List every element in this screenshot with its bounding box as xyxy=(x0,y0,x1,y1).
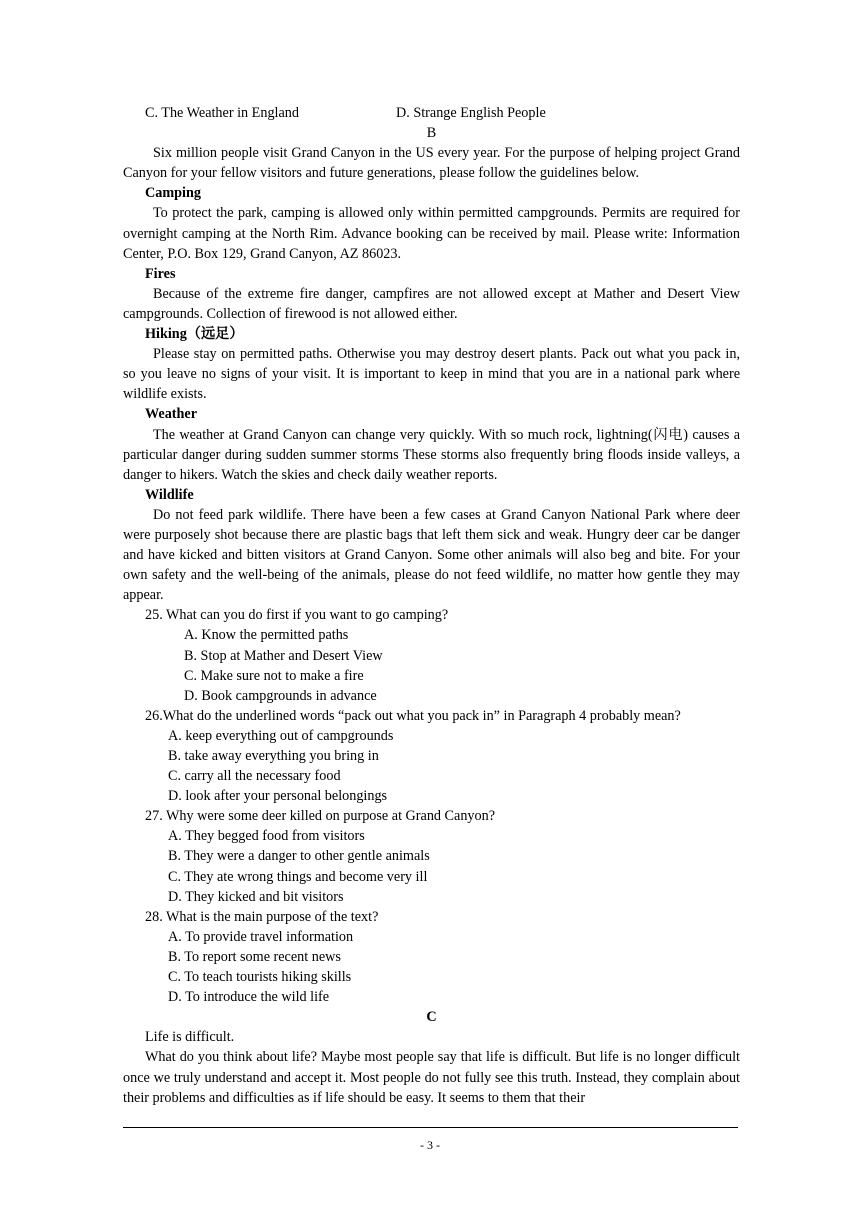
question-25-option-b: B. Stop at Mather and Desert View xyxy=(184,647,383,664)
heading-fires: Fires xyxy=(145,265,176,282)
heading-hiking: Hiking（远足） xyxy=(145,326,244,343)
section-b-intro: Six million people visit Grand Canyon in the US every year. For the purpose of helping project Grand Canyon for your fellow visitors and future generations, please follow the guidelines below. xyxy=(123,145,740,182)
question-25-option-c: C. Make sure not to make a fire xyxy=(184,667,364,684)
question-26-option-c: C. carry all the necessary food xyxy=(168,768,341,785)
section-b-label: B xyxy=(426,125,437,142)
previous-question-options xyxy=(123,103,740,123)
question-25-option-d: D. Book campgrounds in advance xyxy=(184,687,377,704)
question-28-option-d: D. To introduce the wild life xyxy=(168,989,330,1006)
paragraph-weather: The weather at Grand Canyon can change very quickly. With so much rock, lightning(闪电) causes a particular danger during sudden summer storms These storms also frequently bring floods inside valleys, a danger to hikers. Watch the skies and check daily weather reports. xyxy=(123,426,740,483)
question-25-option-a: A. Know the permitted paths xyxy=(184,627,349,644)
option-c: C. The Weather in England xyxy=(145,105,299,121)
paragraph-fires: Because of the extreme fire danger, campfires are not allowed except at Mather and Desert View campgrounds. Collection of firewood is not allowed either. xyxy=(123,285,740,322)
question-26-option-d: D. look after your personal belongings xyxy=(168,788,388,805)
question-26-option-a: A. keep everything out of campgrounds xyxy=(168,727,394,744)
footer-divider xyxy=(123,1127,738,1128)
question-27: 27. Why were some deer killed on purpose at Grand Canyon? xyxy=(145,808,495,825)
question-28-option-b: B. To report some recent news xyxy=(168,948,341,965)
heading-weather: Weather xyxy=(145,406,198,423)
question-28: 28. What is the main purpose of the text? xyxy=(145,908,379,925)
section-c-paragraph: What do you think about life? Maybe most people say that life is difficult. But life is no longer difficult once we truly understand and accept it. Most people do not fully see this truth. Instead, they complain about their problems and difficulties as if life should be easy. It seems to them that their xyxy=(123,1049,740,1106)
question-28-option-c: C. To teach tourists hiking skills xyxy=(168,969,352,986)
question-26-option-b: B. take away everything you bring in xyxy=(168,748,379,764)
section-c-first-line: Life is difficult. xyxy=(145,1029,235,1046)
paragraph-wildlife: Do not feed park wildlife. There have been a few cases at Grand Canyon National Park where deer were purposely shot because there are plastic bags that left them sick and weak. Hungry deer car be danger and have kicked and bitten visitors at Grand Canyon. Some other animals will also beg and bite. For your own safety and the well-being of the animals, please do not feed wildlife, no matter how gentle they may appear. xyxy=(123,506,740,604)
question-28-option-a: A. To provide travel information xyxy=(168,928,354,945)
section-c-label: C xyxy=(426,1009,437,1026)
page-content xyxy=(123,103,740,1108)
heading-camping: Camping xyxy=(145,185,201,202)
question-26: 26.What do the underlined words “pack out what you pack in” in Paragraph 4 probably mean? xyxy=(145,707,681,724)
question-27-option-b: B. They were a danger to other gentle animals xyxy=(168,848,430,865)
heading-wildlife: Wildlife xyxy=(145,486,194,503)
page-number: - 3 - xyxy=(420,1138,440,1152)
question-27-option-c: C. They ate wrong things and become very ill xyxy=(168,868,428,885)
question-27-option-a: A. They begged food from visitors xyxy=(168,828,365,845)
question-27-option-d: D. They kicked and bit visitors xyxy=(168,888,344,905)
option-d: D. Strange English People xyxy=(396,105,546,121)
paragraph-hiking: Please stay on permitted paths. Otherwise you may destroy desert plants. Pack out what you pack in, so you leave no signs of your visit. It is important to keep in mind that you are in a national park where wildlife exists. xyxy=(123,346,740,403)
question-25: 25. What can you do first if you want to go camping? xyxy=(145,607,449,624)
paragraph-camping: To protect the park, camping is allowed only within permitted campgrounds. Permits are required for overnight camping at the North Rim. Advance booking can be received by mail. Please write: Information Center, P.O. Box 129, Grand Canyon, AZ 86023. xyxy=(123,205,740,262)
